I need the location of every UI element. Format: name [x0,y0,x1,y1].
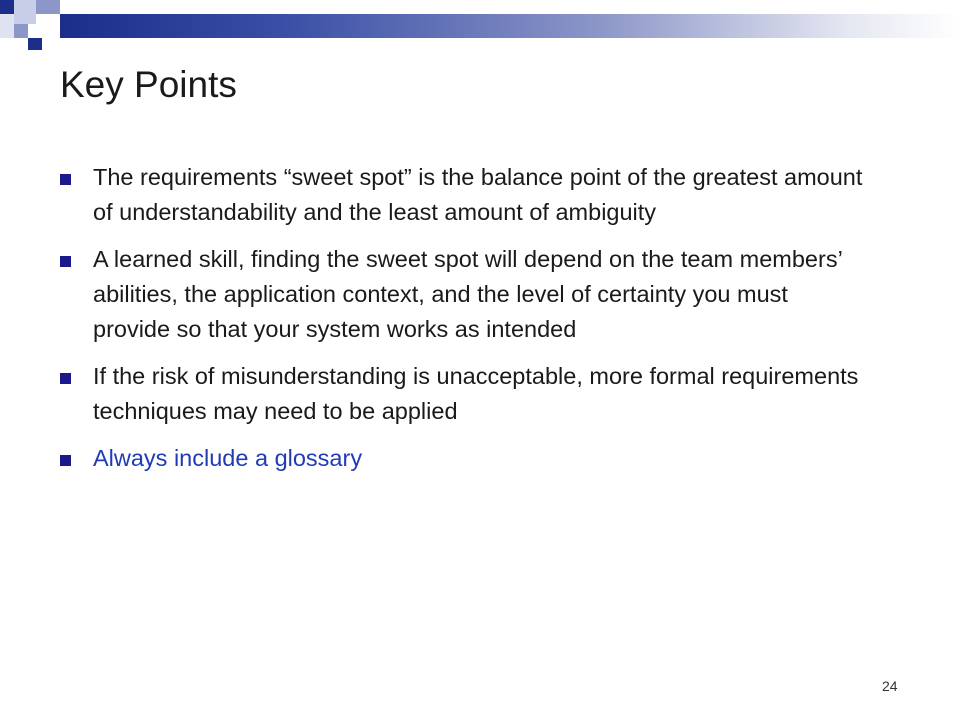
bullet-item [60,160,870,230]
bullet-text: Always include a glossary [93,445,363,471]
bullet-item-highlight [60,441,870,476]
square-bullet-icon [60,373,71,384]
bullet-item [60,359,870,429]
square-bullet-icon [60,174,71,185]
square-bullet-icon [60,256,71,267]
slide-title: Key Points [60,64,237,105]
bullet-text: A learned skill, finding the sweet spot will depend on the team members’ abilities, the application context, and the level of certainty you must provide so that your system works as intended [93,246,842,342]
header-square-mid [36,0,60,14]
square-bullet-icon [60,455,71,466]
page-number: 24 [882,678,898,694]
header-square-mid-lower [14,24,28,38]
header-gradient-bar [60,14,960,38]
bullet-text: The requirements “sweet spot” is the balance point of the greatest amount of understandability and the least amount of ambiguity [93,164,863,225]
header-square-light [14,0,36,24]
bullet-text: If the risk of misunderstanding is unacceptable, more formal requirements techniques may need to be applied [93,363,859,424]
header-square-dark-lower [28,38,42,50]
header-square-dark [0,0,14,14]
header-square-pale [0,14,14,38]
bullet-item [60,242,870,347]
bullet-list [60,160,870,488]
